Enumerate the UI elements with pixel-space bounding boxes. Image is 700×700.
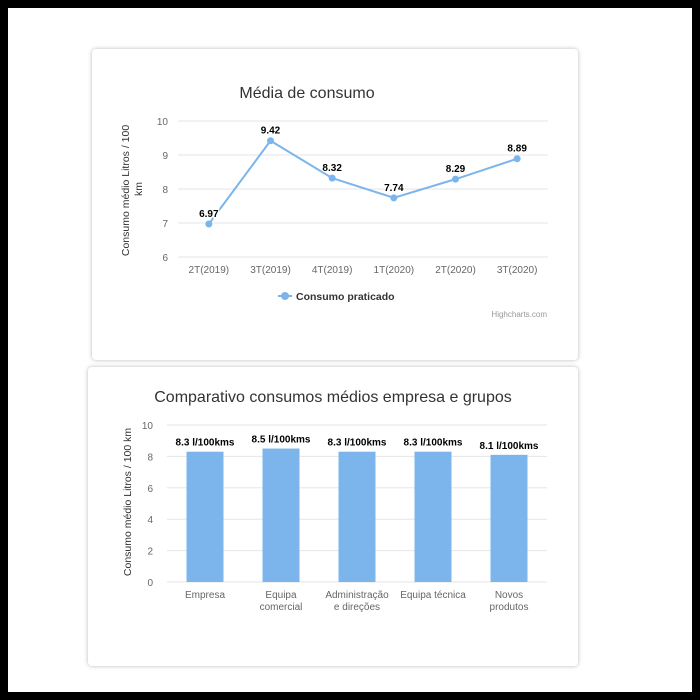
chart-title: Média de consumo	[239, 85, 375, 102]
y-axis-title	[120, 122, 145, 256]
y-tick-label: 4	[147, 515, 153, 527]
series-line	[209, 141, 517, 224]
x-axis-ticks	[189, 265, 538, 276]
y-tick-label: 2	[147, 546, 153, 558]
y-axis-title: Consumo médio Litros / 100 km	[122, 427, 134, 577]
data-point	[514, 155, 521, 162]
x-tick-label	[185, 590, 225, 601]
x-tick-label	[260, 590, 303, 613]
x-tick-label: 3T(2020)	[496, 265, 538, 276]
data-label: 6.97	[199, 209, 219, 221]
x-tick-label-line: Equipa	[265, 590, 297, 601]
legend[interactable]	[278, 291, 395, 303]
bar-chart-panel	[88, 367, 578, 666]
y-axis-title-line-2: km	[133, 182, 145, 196]
y-tick-label: 8	[162, 185, 168, 196]
x-tick-label: 3T(2019)	[250, 265, 291, 276]
y-tick-label: 9	[162, 151, 168, 162]
bar	[491, 455, 528, 582]
y-tick-label: 6	[147, 483, 153, 495]
data-label: 8.3 l/100kms	[175, 437, 235, 449]
data-label: 8.3 l/100kms	[327, 437, 387, 449]
data-labels	[176, 435, 539, 452]
data-point	[329, 175, 336, 182]
data-label: 8.1 l/100kms	[479, 440, 539, 452]
data-labels	[199, 126, 527, 220]
x-axis-ticks	[185, 590, 528, 613]
x-tick-label-line: Administração	[325, 590, 389, 601]
data-point	[390, 194, 397, 201]
x-tick-label	[490, 590, 529, 613]
data-point	[452, 176, 459, 183]
x-tick-label-line: e direções	[333, 602, 381, 613]
x-tick-label-line: produtos	[489, 602, 529, 613]
highcharts-credits[interactable]: Highcharts.com	[491, 310, 547, 319]
y-axis-title-line-1: Consumo médio Litros / 100	[120, 124, 132, 257]
data-label: 8.29	[445, 164, 466, 176]
bar	[187, 452, 224, 582]
bar-chart	[88, 367, 578, 666]
data-point	[267, 137, 274, 144]
y-tick-label: 10	[156, 117, 168, 128]
data-label: 9.42	[260, 125, 281, 137]
bar	[339, 452, 376, 582]
x-tick-label: 1T(2020)	[373, 265, 415, 276]
y-tick-label: 7	[162, 219, 168, 230]
legend-marker	[281, 292, 289, 300]
x-tick-label-line: Novos	[494, 590, 524, 601]
x-tick-label-line: Equipa técnica	[400, 590, 466, 601]
y-tick-label: 8	[147, 452, 153, 464]
x-tick-label: 2T(2020)	[435, 265, 476, 276]
bar	[415, 452, 452, 582]
data-label: 8.3 l/100kms	[403, 437, 463, 449]
x-tick-label: 2T(2019)	[188, 265, 230, 276]
series-consumo-praticado	[205, 137, 520, 227]
data-label: 8.89	[507, 143, 527, 155]
y-tick-label: 6	[162, 253, 168, 264]
x-tick-label	[325, 590, 389, 613]
x-tick-label-line: comercial	[259, 602, 303, 613]
data-label: 8.5 l/100kms	[251, 434, 311, 446]
line-chart	[92, 49, 578, 360]
data-label: 7.74	[384, 182, 404, 194]
data-point	[205, 221, 212, 228]
chart-title: Comparativo consumos médios empresa e grupos	[154, 389, 512, 406]
y-tick-label: 10	[141, 421, 153, 432]
y-axis-ticks	[142, 421, 154, 589]
x-tick-label	[400, 590, 466, 601]
bar-series	[187, 449, 528, 582]
bar	[263, 449, 300, 582]
x-tick-label-line: Empresa	[184, 590, 226, 601]
legend-item-consumo-praticado[interactable]: Consumo praticado	[296, 291, 395, 303]
x-tick-label: 4T(2019)	[311, 265, 353, 276]
data-label: 8.32	[322, 163, 342, 175]
y-axis-ticks	[157, 117, 169, 264]
line-chart-panel	[92, 49, 578, 360]
y-tick-label: 0	[147, 578, 153, 589]
